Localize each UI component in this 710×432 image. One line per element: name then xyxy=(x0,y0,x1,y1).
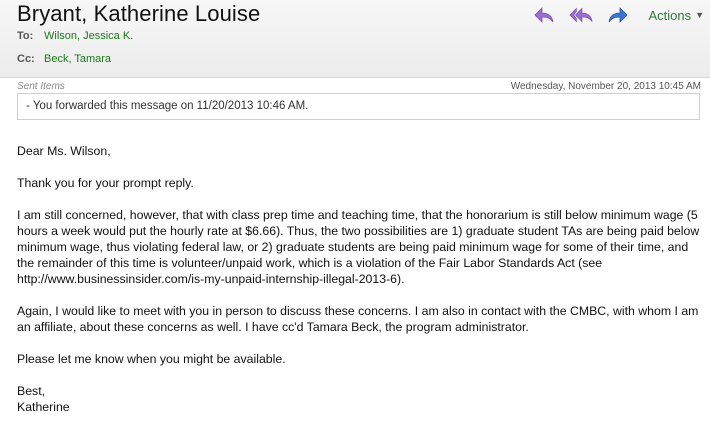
reply-all-icon[interactable] xyxy=(569,5,593,25)
sender-name: Bryant, Katherine Louise xyxy=(17,1,261,26)
message-toolbar xyxy=(519,4,704,26)
actions-label: Actions xyxy=(648,7,692,23)
cc-label: Cc: xyxy=(17,53,35,65)
folder-label: Sent Items xyxy=(17,81,65,92)
body-paragraph-3: Again, I would like to meet with you in person to discuss these concerns. I am also in contact with the CMBC, with whom I am an affiliate, about these concerns as well. I have cc'd Tamara Beck, the program administrator. xyxy=(17,304,699,334)
closing: Best, xyxy=(17,384,46,398)
chevron-down-icon: ▼ xyxy=(695,10,704,20)
sent-date: Wednesday, November 20, 2013 10:45 AM xyxy=(510,81,701,92)
message-body xyxy=(17,143,703,415)
signature: Katherine xyxy=(17,400,70,414)
body-paragraph-4: Please let me know when you might be available. xyxy=(17,352,286,366)
to-recipient[interactable]: Wilson, Jessica K. xyxy=(44,30,134,42)
cc-recipient[interactable]: Beck, Tamara xyxy=(44,53,112,65)
forwarded-notice xyxy=(17,93,700,120)
actions-menu-button[interactable] xyxy=(648,8,704,23)
forward-icon[interactable] xyxy=(606,5,630,25)
reply-icon[interactable] xyxy=(532,5,556,25)
body-paragraph-1: Thank you for your prompt reply. xyxy=(17,176,194,190)
greeting: Dear Ms. Wilson, xyxy=(17,144,111,158)
forwarded-notice-text: - You forwarded this message on 11/20/2013 10:46 AM. xyxy=(26,100,309,112)
message-header xyxy=(0,0,710,78)
to-label: To: xyxy=(17,30,34,42)
body-paragraph-2: I am still concerned, however, that with class prep time and teaching time, that the honorarium is still below minimum wage (5 hours a week would put the hourly rate at $6.66). Thus, the two possibilities are 1) graduate student TAs are being paid below minimum wage, thus violating federal law, or 2) graduate students are being paid minimum wage for some of their time, and the remainder of this time is volunteer/unpaid work, which is a violation of the Fair Labor Standards Act (see http://www.businessinsider.com/is-my-unpaid-internship-illegal-2013-6). xyxy=(17,208,700,286)
